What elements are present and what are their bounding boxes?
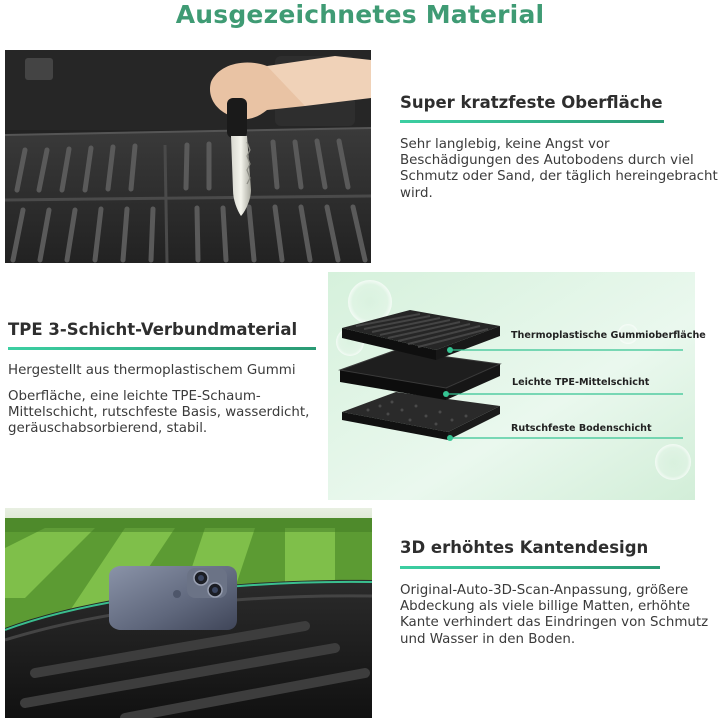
section3-heading: 3D erhöhtes Kantendesign bbox=[400, 538, 649, 557]
section2-text-2: Oberfläche, eine leichte TPE-Schaum-Mittelschicht, rutschfeste Basis, wasserdicht, geräuschabsorbierend, stabil. bbox=[8, 389, 310, 437]
knife-scratch-photo bbox=[5, 50, 371, 263]
section2-text-1: Hergestellt aus thermoplastischem Gummi bbox=[8, 363, 296, 378]
section3-text: Original-Auto-3D-Scan-Anpassung, größere Abdeckung als viele billige Matten, erhöhte Kante verhindert das Eindringen von Schmutz und Wasser in den Boden. bbox=[400, 583, 709, 647]
edge-design-photo bbox=[5, 508, 372, 718]
layer-label-top: Thermoplastische Gummioberfläche bbox=[511, 330, 706, 341]
section1-underline bbox=[400, 120, 664, 123]
section2-underline bbox=[8, 347, 316, 350]
section2-heading: TPE 3-Schicht-Verbundmaterial bbox=[8, 320, 298, 339]
layer-label-middle: Leichte TPE-Mittelschicht bbox=[512, 377, 650, 388]
section3-underline bbox=[400, 566, 660, 569]
section1-text: Sehr langlebig, keine Angst vor Beschädigungen des Autobodens durch viel Schmutz oder Sand, der täglich hereingebracht wird. bbox=[400, 137, 718, 201]
page-title: Ausgezeichnetes Material bbox=[175, 0, 545, 29]
section1-heading: Super kratzfeste Oberfläche bbox=[400, 93, 663, 112]
layer-label-bottom: Rutschfeste Bodenschicht bbox=[511, 423, 652, 434]
